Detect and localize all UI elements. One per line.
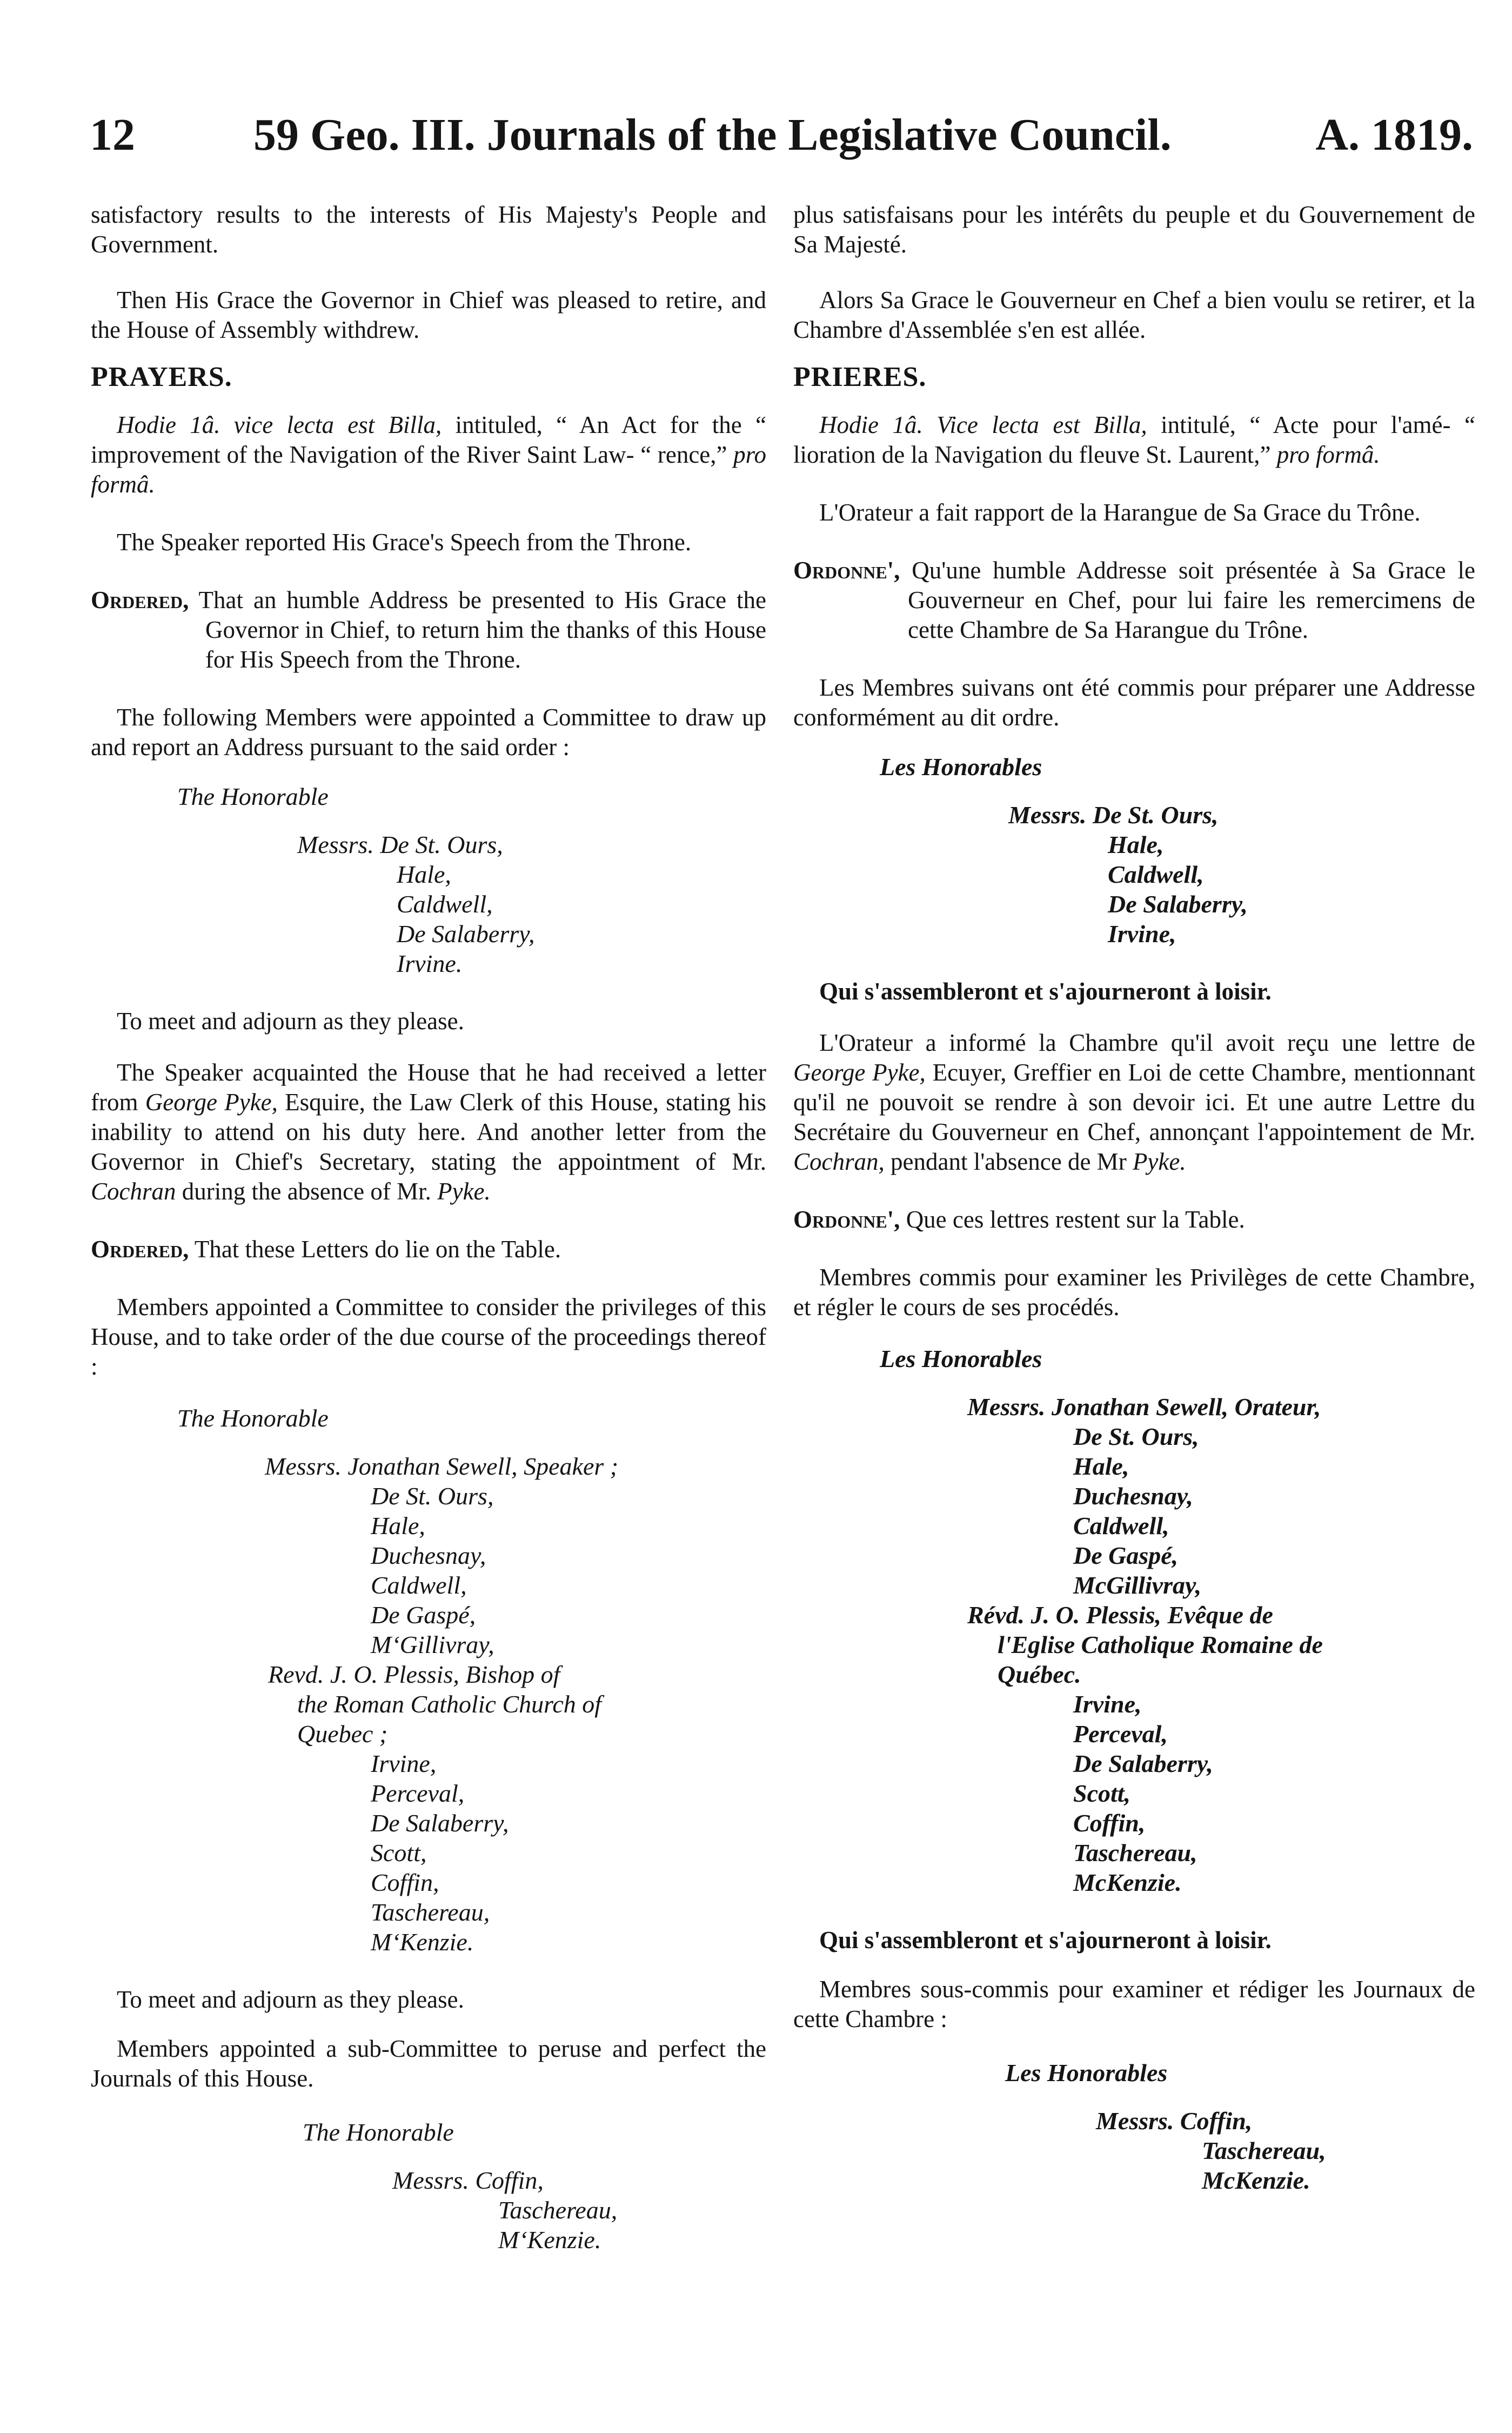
en-committee-2-member: De St. Ours, bbox=[371, 1482, 494, 1510]
fr-committee-1-member: De Salaberry, bbox=[1108, 890, 1248, 918]
fr-honorable-3: Les Honorables bbox=[1005, 2059, 1168, 2087]
en-committee-1-member: Irvine. bbox=[397, 950, 463, 977]
en-committee-1 bbox=[91, 830, 766, 978]
en-committee-1-member: Messrs. De St. Ours, bbox=[297, 831, 503, 858]
en-continuation: satisfactory results to the interests of His Majesty's People and Government. bbox=[91, 201, 766, 258]
fr-committee-2-member: De St. Ours, bbox=[1073, 1423, 1199, 1450]
en-committee-1-member: Hale, bbox=[397, 861, 451, 888]
en-committee-2-member: Coffin, bbox=[371, 1869, 439, 1896]
en-honorable-3: The Honorable bbox=[303, 2118, 454, 2146]
en-letters-text-c: during the absence of Mr. bbox=[176, 1178, 438, 1205]
en-committee-2-member: Duchesnay, bbox=[371, 1542, 486, 1569]
fr-bill-pro-forma: pro formâ. bbox=[1276, 441, 1380, 468]
en-committee-2 bbox=[91, 1451, 766, 1957]
en-committee-2-member: Taschereau, bbox=[371, 1898, 490, 1926]
fr-committee-2-member: McKenzie. bbox=[1073, 1869, 1182, 1896]
fr-committee-1-member: Irvine, bbox=[1108, 920, 1176, 948]
fr-committee-2-member: Scott, bbox=[1073, 1779, 1131, 1807]
fr-continuation: plus satisfaisans pour les intérêts du peuple et du Gouvernement de Sa Majesté. bbox=[793, 201, 1475, 258]
fr-letters-text-c: pendant l'absence de Mr bbox=[884, 1148, 1133, 1175]
en-honorable-1: The Honorable bbox=[177, 783, 329, 810]
en-letters-paragraph bbox=[91, 1058, 766, 1206]
fr-ordered-letters bbox=[793, 1205, 1475, 1235]
fr-committee-2-member: Duchesnay, bbox=[1073, 1482, 1193, 1510]
fr-committee-3 bbox=[793, 2106, 1475, 2195]
en-ordered2-text: That these Letters do lie on the Table. bbox=[189, 1236, 561, 1263]
en-ordered-letters bbox=[91, 1235, 766, 1264]
en-committee-2-member: the Roman Catholic Church of bbox=[297, 1690, 602, 1718]
fr-prayers-heading: PRIERES. bbox=[793, 362, 927, 392]
en-prayers-heading: PRAYERS. bbox=[91, 362, 232, 392]
fr-committee-2-member: Hale, bbox=[1073, 1452, 1129, 1480]
en-committee-intro: The following Members were appointed a Committee to draw up and report an Address pursuant to the said order : bbox=[91, 704, 766, 761]
fr-honorable-1: Les Honorables bbox=[880, 753, 1042, 781]
fr-committee-2-member: Perceval, bbox=[1073, 1720, 1168, 1748]
fr-committee-2-member: De Salaberry, bbox=[1073, 1750, 1213, 1777]
fr-bill-reading bbox=[793, 410, 1475, 470]
fr-committee-2-member: De Gaspé, bbox=[1073, 1542, 1179, 1569]
en-subcommittee: Members appointed a sub-Committee to peruse and perfect the Journals of this House. bbox=[91, 2035, 766, 2092]
fr-committee-2-member: Messrs. Jonathan Sewell, Orateur, bbox=[967, 1393, 1321, 1421]
en-privileges-committee: Members appointed a Committee to consider the privileges of this House, and to take order of the due course of the proceedings thereof : bbox=[91, 1294, 766, 1380]
en-letters-text-a: The Speaker acquainted the House that he had received a letter from bbox=[91, 1059, 766, 1116]
fr-ordered2-label: Ordonne', bbox=[793, 1206, 900, 1233]
fr-committee-2-member: Taschereau, bbox=[1073, 1839, 1197, 1867]
en-name-pyke: George Pyke, bbox=[145, 1089, 278, 1116]
en-ordered-address bbox=[91, 585, 766, 675]
page-number: 12 bbox=[90, 110, 135, 160]
fr-committee-1 bbox=[793, 800, 1475, 949]
en-meet-1: To meet and adjourn as they please. bbox=[117, 1008, 464, 1035]
en-committee-2-member: Caldwell, bbox=[371, 1571, 467, 1599]
en-bill-latin: Hodie 1â. vice lecta est Billa, bbox=[117, 411, 442, 438]
fr-bill-title: intitulé, “ Acte pour l'amé- “ lioration de la Navigation du fleuve St. Laurent,” bbox=[793, 411, 1475, 468]
fr-committee-3-member: Messrs. Coffin, bbox=[1096, 2107, 1253, 2135]
en-bill-title: intituled, “ An Act for the “ improvement of the Navigation of the River Saint Law- “ rence,” bbox=[91, 411, 766, 468]
en-committee-3-member: M‘Kenzie. bbox=[498, 2226, 601, 2254]
fr-letters-text-b: Ecuyer, Greffier en Loi de cette Chambre, mentionnant qu'il ne pouvoit se rendre à son devoir ici. Et une autre Lettre du Secrétaire du Gouverneur en Chef, annonçant l'appointement de Mr. bbox=[793, 1059, 1475, 1145]
fr-committee-1-member: Hale, bbox=[1108, 831, 1164, 858]
en-committee-2-member: De Salaberry, bbox=[371, 1809, 509, 1837]
fr-committee-2-member: Caldwell, bbox=[1073, 1512, 1169, 1539]
fr-honorable-2: Les Honorables bbox=[880, 1345, 1042, 1372]
en-ordered-label: Ordered, bbox=[91, 586, 189, 614]
en-bill-reading bbox=[91, 410, 766, 499]
en-committee-3 bbox=[91, 2165, 766, 2255]
fr-committee-3-member: McKenzie. bbox=[1202, 2167, 1310, 2194]
en-committee-2-member: Scott, bbox=[371, 1839, 427, 1867]
en-committee-1-member: Caldwell, bbox=[397, 890, 493, 918]
en-speaker-report: The Speaker reported His Grace's Speech from the Throne. bbox=[117, 529, 692, 556]
fr-name-pyke: George Pyke, bbox=[793, 1059, 926, 1086]
en-committee-2-member: Quebec ; bbox=[297, 1720, 388, 1748]
fr-ordered-text: Qu'une humble Addresse soit présentée à Sa Grace le Gouverneur en Chef, pour lui faire les remercimens de cette Chambre de Sa Harangue du Trône. bbox=[900, 557, 1475, 643]
fr-committee-1-member: Caldwell, bbox=[1108, 861, 1204, 888]
en-name-pyke-2: Pyke. bbox=[437, 1178, 491, 1205]
fr-letters-text-a: L'Orateur a informé la Chambre qu'il avoit reçu une lettre de bbox=[819, 1029, 1475, 1056]
en-committee-3-member: Messrs. Coffin, bbox=[392, 2167, 544, 2194]
en-committee-2-member: Hale, bbox=[371, 1512, 425, 1539]
en-meet-2: To meet and adjourn as they please. bbox=[117, 1986, 464, 2013]
en-committee-2-member: M‘Kenzie. bbox=[371, 1928, 474, 1956]
fr-subcommittee: Membres sous-commis pour examiner et rédiger les Journaux de cette Chambre : bbox=[793, 1976, 1475, 2032]
en-ordered2-label: Ordered, bbox=[91, 1236, 189, 1263]
fr-meet-2: Qui s'assembleront et s'ajourneront à loisir. bbox=[819, 1927, 1272, 1954]
fr-meet-1: Qui s'assembleront et s'ajourneront à loisir. bbox=[819, 978, 1272, 1005]
en-committee-2-member: Revd. J. O. Plessis, Bishop of bbox=[268, 1661, 560, 1688]
fr-committee-2-member: l'Eglise Catholique Romaine de bbox=[998, 1631, 1323, 1658]
en-bill-pro-forma: pro formâ. bbox=[91, 441, 766, 498]
en-committee-2-member: De Gaspé, bbox=[371, 1601, 476, 1629]
fr-name-cochran: Cochran, bbox=[793, 1148, 885, 1175]
fr-committee-2-member: Coffin, bbox=[1073, 1809, 1146, 1837]
en-name-cochran: Cochran bbox=[91, 1178, 176, 1205]
fr-committee-2-member: Irvine, bbox=[1073, 1690, 1142, 1718]
fr-committee-1-member: Messrs. De St. Ours, bbox=[1008, 801, 1219, 829]
fr-committee-3-member: Taschereau, bbox=[1202, 2137, 1326, 2164]
fr-bill-latin: Hodie 1â. Vice lecta est Billa, bbox=[819, 411, 1147, 438]
fr-name-pyke-2: Pyke. bbox=[1132, 1148, 1186, 1175]
en-committee-2-member: Perceval, bbox=[371, 1779, 465, 1807]
page-header bbox=[90, 105, 1473, 165]
fr-privileges-committee: Membres commis pour examiner les Privilèges de cette Chambre, et régler le cours de ses procédés. bbox=[793, 1264, 1475, 1321]
fr-committee-2-member: McGillivray, bbox=[1073, 1571, 1202, 1599]
english-column bbox=[91, 200, 766, 2283]
en-honorable-2: The Honorable bbox=[177, 1404, 329, 1432]
en-committee-1-member: De Salaberry, bbox=[397, 920, 535, 948]
fr-committee-2 bbox=[793, 1392, 1475, 1897]
journal-title: 59 Geo. III. Journals of the Legislative Council. bbox=[253, 110, 1172, 160]
fr-speaker-report: L'Orateur a fait rapport de la Harangue de Sa Grace du Trône. bbox=[819, 499, 1421, 526]
en-committee-2-member: Messrs. Jonathan Sewell, Speaker ; bbox=[265, 1452, 619, 1480]
en-committee-3-member: Taschereau, bbox=[498, 2196, 618, 2224]
en-letters-text-b: Esquire, the Law Clerk of this House, stating his inability to attend on his duty here. And another letter from the Governor in Chief's Secretary, stating the appointment of Mr. bbox=[91, 1089, 766, 1175]
fr-ordered2-text: Que ces lettres restent sur la Table. bbox=[900, 1206, 1245, 1233]
fr-letters-paragraph bbox=[793, 1028, 1475, 1177]
fr-ordered-label: Ordonne', bbox=[793, 557, 900, 584]
french-column bbox=[793, 200, 1475, 2223]
fr-governor-retires: Alors Sa Grace le Gouverneur en Chef a bien voulu se retirer, et la Chambre d'Assemblée s'en est allée. bbox=[793, 286, 1475, 343]
journal-year: A. 1819. bbox=[1315, 110, 1473, 160]
fr-committee-intro: Les Membres suivans ont été commis pour préparer une Addresse conformément au dit ordre. bbox=[793, 674, 1475, 731]
fr-committee-2-member: Révd. J. O. Plessis, Evêque de bbox=[967, 1601, 1273, 1629]
en-governor-retires: Then His Grace the Governor in Chief was pleased to retire, and the House of Assembly withdrew. bbox=[91, 286, 766, 343]
fr-ordered-address bbox=[793, 556, 1475, 645]
en-ordered-text: That an humble Address be presented to His Grace the Governor in Chief, to return him the thanks of this House for His Speech from the Throne. bbox=[189, 586, 766, 673]
en-committee-2-member: Irvine, bbox=[371, 1750, 437, 1777]
fr-committee-2-member: Québec. bbox=[998, 1661, 1081, 1688]
en-committee-2-member: M‘Gillivray, bbox=[371, 1631, 494, 1658]
